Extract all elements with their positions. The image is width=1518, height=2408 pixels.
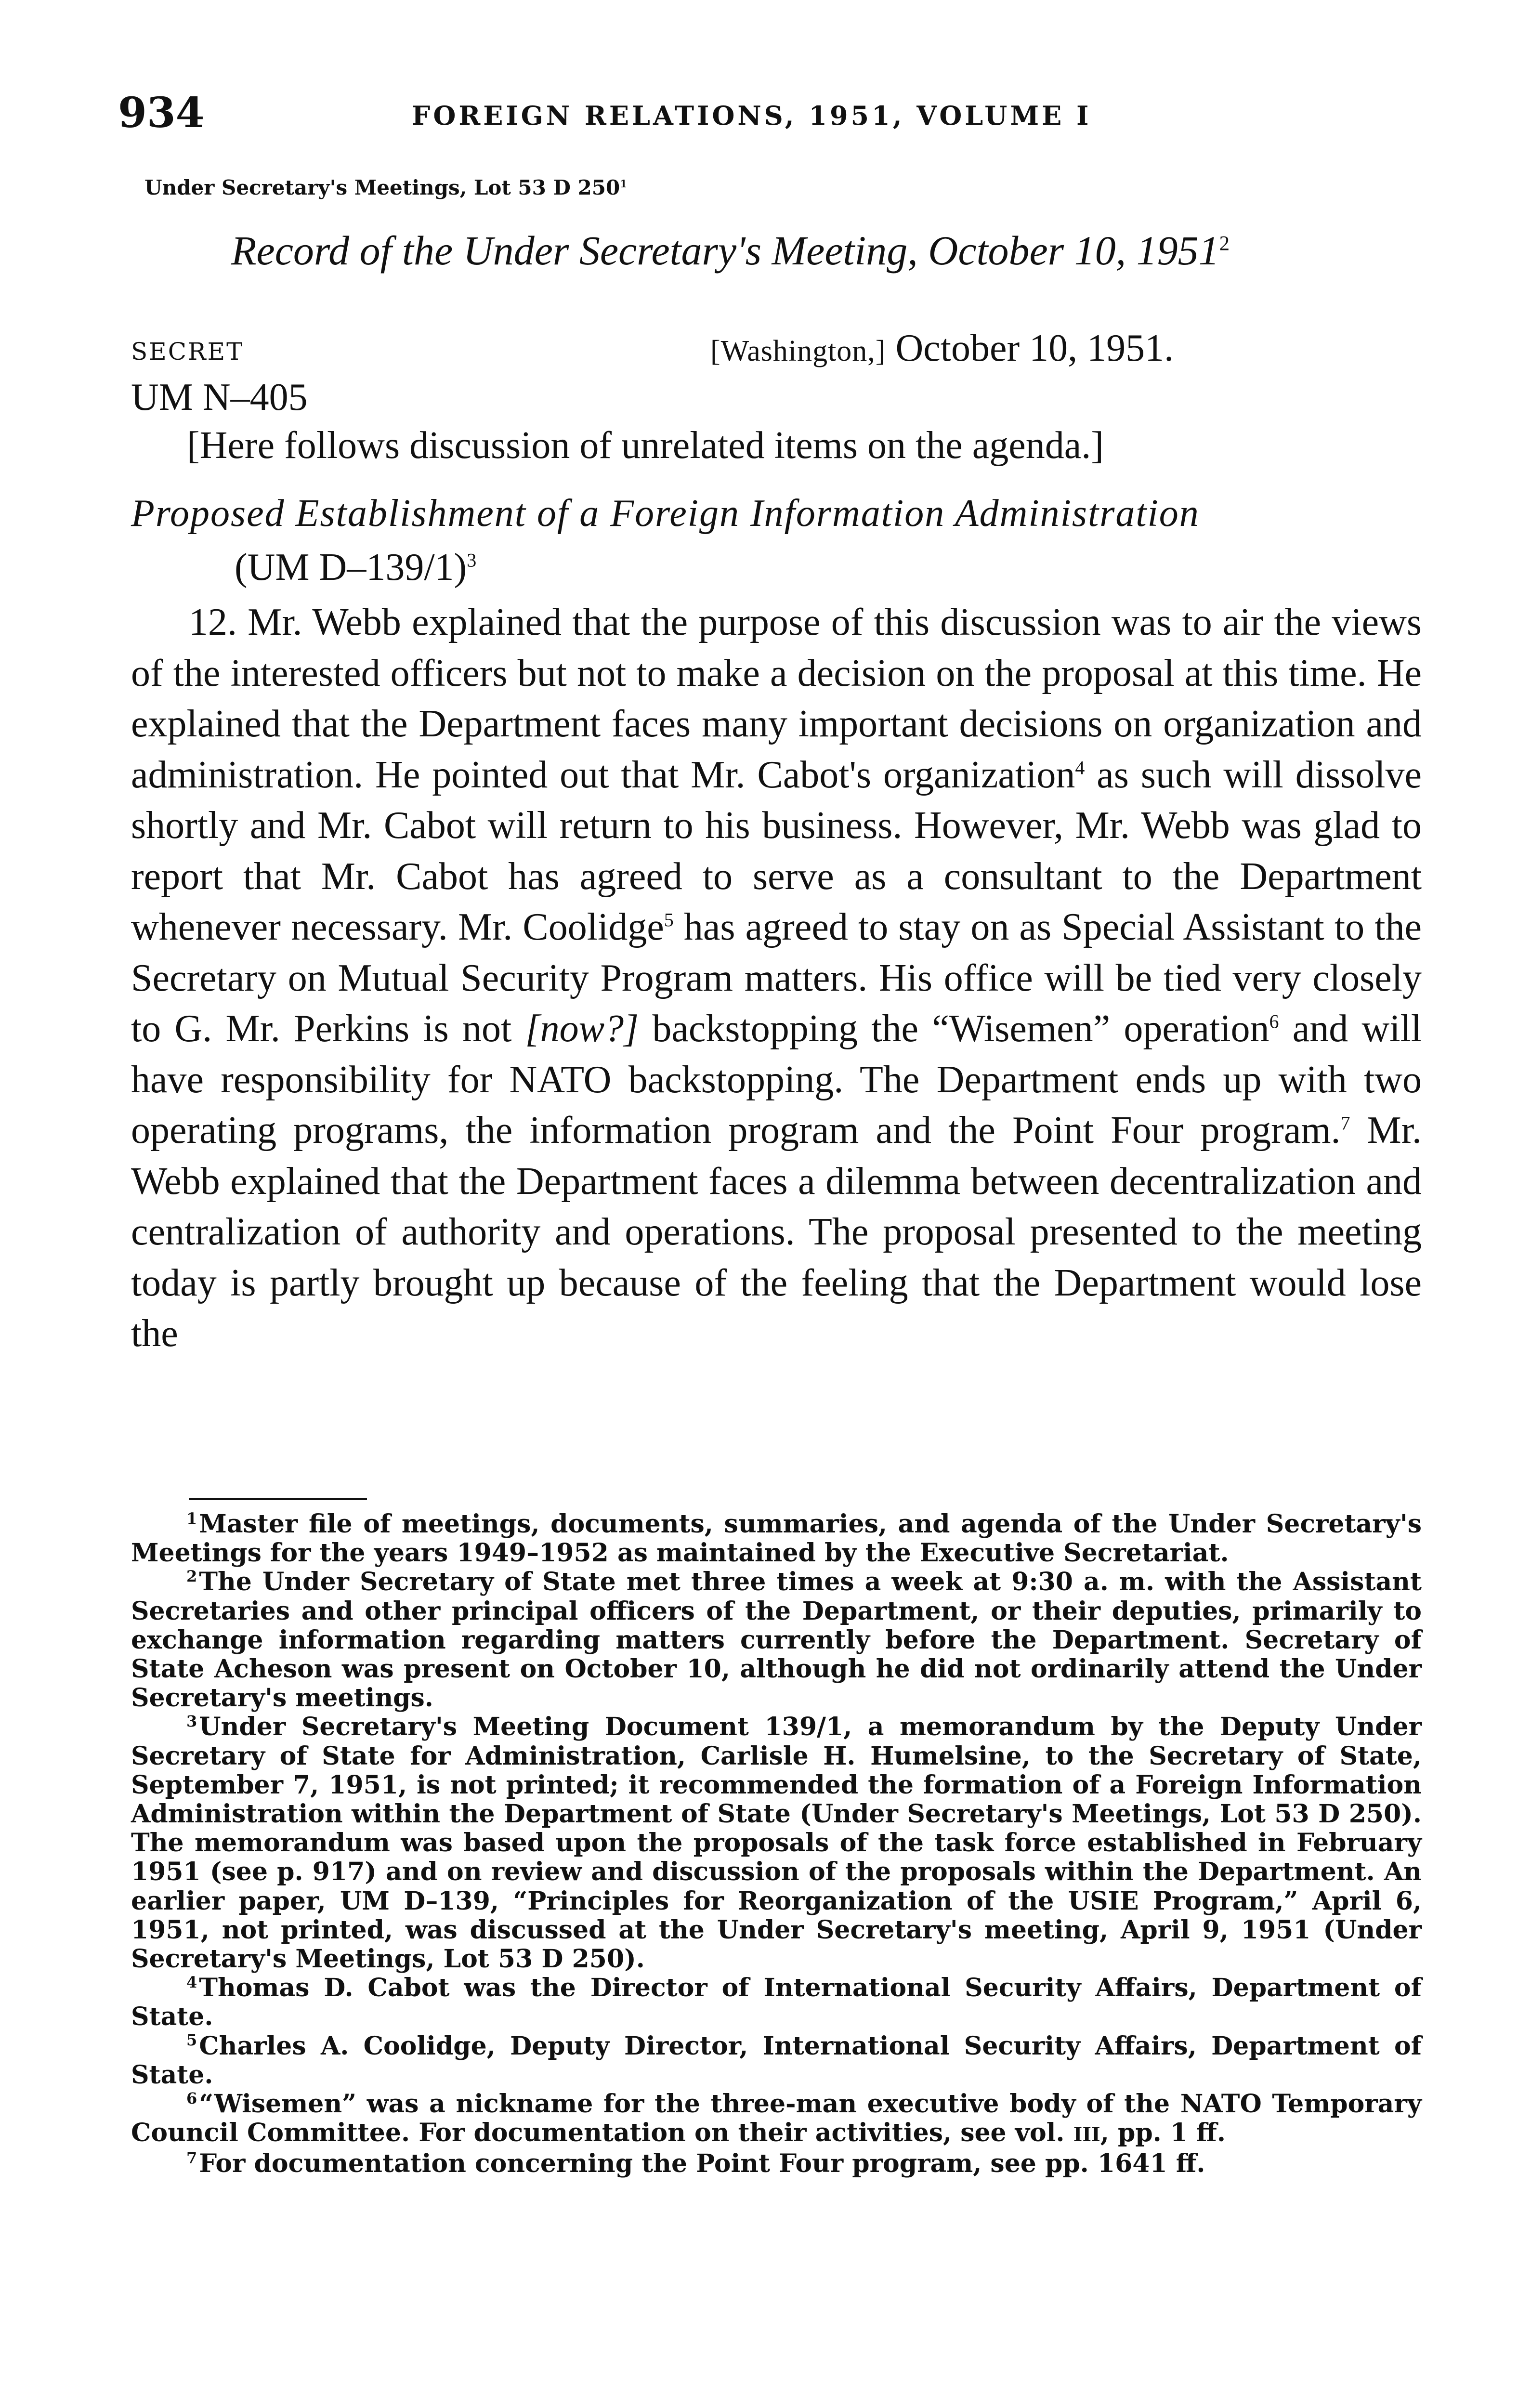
document-number: UM N–405 (131, 376, 308, 419)
footnote-7 (131, 2149, 1422, 2178)
footnote-mark: 7 (186, 2149, 197, 2168)
footnote-ref-2: 2 (1219, 232, 1230, 255)
footnote-ref-4: 4 (1075, 756, 1085, 778)
footnote-4 (131, 1974, 1422, 2031)
footnote-ref-3: 3 (467, 549, 477, 571)
footnote-3 (131, 1713, 1422, 1974)
document-title (231, 222, 1230, 279)
editorial-insertion: [now?] (525, 1008, 639, 1050)
footnote-1 (131, 1510, 1422, 1568)
footnote-text: For documentation concerning the Point Four program, see pp. 1641 ff. (199, 2149, 1205, 2179)
paragraph-part-2: as such will dissolve shortly and Mr. Cabot will return to his business. However, Mr. Webb was glad to report that Mr. Cabot has agreed to serve as a consultant to the Department whenever necessary. Mr. Coolidge (131, 753, 1422, 948)
paragraph-part-1: 12. Mr. Webb explained that the purpose of this discussion was to air the views of the interested officers but not to make a decision on the proposal at this time. He explained that the Department faces many important decisions on organization and administration. He pointed out that Mr. Cabot's organization (131, 601, 1422, 796)
footnote-text: Master file of meetings, documents, summaries, and agenda of the Under Secretary's Meetings for the years 1949–1952 as maintained by the Executive Secretariat. (131, 1509, 1422, 1568)
footnote-mark: 6 (186, 2089, 197, 2107)
footnote-6 (131, 2090, 1422, 2149)
footnote-text: Under Secretary's Meeting Document 139/1, a memorandum by the Deputy Under Secretary of State for Administration, Carlisle H. Humelsine, to the Secretary of State, September 7, 1951, is not printed; it recommended the formation of a Foreign Information Administration within the Department of State (Under Secretary's Meetings, Lot 53 D 250). The memorandum was based upon the proposals of the task force established in February 1951 (see p. 917) and on review and discussion of the proposals within the Department. An earlier paper, UM D–139, “Principles for Reorganization of the USIE Program,” April 6, 1951, not printed, was discussed at the Under Secretary's meeting, April 9, 1951 (Under Secretary's Meetings, Lot 53 D 250). (131, 1712, 1422, 1974)
footnote-5 (131, 2032, 1422, 2090)
footnote-mark: 3 (186, 1712, 197, 1731)
source-citation (144, 169, 627, 207)
classification-marking: SECRET (131, 338, 244, 366)
page-number: 934 (118, 89, 205, 137)
section-heading-title: Proposed Establishment of a Foreign Information Administration (131, 492, 1200, 535)
footnote-text: Charles A. Coolidge, Deputy Director, International Security Affairs, Department of State. (131, 2031, 1422, 2090)
body-paragraph (131, 597, 1422, 1360)
footnote-mark: 1 (186, 1509, 197, 1528)
section-heading (131, 486, 1422, 594)
footnote-divider (189, 1498, 367, 1500)
footnote-text: Thomas D. Cabot was the Director of International Security Affairs, Department of State. (131, 1973, 1422, 2032)
source-text: Under Secretary's Meetings, Lot 53 D 250 (144, 176, 620, 199)
paragraph-part-5: and will have responsibility for NATO backstopping. The Department ends up with two operating programs, the information program and the Point Four program. (131, 1008, 1422, 1152)
paragraph-part-3: has agreed to stay on as Special Assistant to the Secretary on Mutual Security Program matters. His office will be tied very closely to G. Mr. Perkins is not (131, 906, 1422, 1050)
footnotes (131, 1510, 1422, 2179)
footnote-ref-6: 6 (1269, 1010, 1279, 1033)
paragraph-part-6: Mr. Webb explained that the Department faces a dilemma between decentralization and centralization of authority and operations. The proposal presented to the meeting today is partly brought up because of the feeling that the Department would lose the (131, 1109, 1422, 1355)
footnote-mark: 2 (186, 1567, 197, 1586)
footnote-text: The Under Secretary of State met three times a week at 9:30 a. m. with the Assistant Secretaries and other principal officers of the Department, or their deputies, primarily to exchange information regarding matters currently before the Department. Secretary of State Acheson was present on October 10, although he did not ordinarily attend the Under Secretary's meetings. (131, 1567, 1422, 1713)
footnote-text: “Wisemen” was a nickname for the three-man executive body of the NATO Temporary Council Committee. For documentation on their activities, see vol. (131, 2089, 1422, 2148)
dateline-place: [Washington,] (710, 335, 886, 367)
footnote-mark: 4 (186, 1973, 197, 1991)
dateline (710, 322, 1174, 378)
dateline-date: October 10, 1951. (895, 327, 1174, 369)
footnote-text-end: , pp. 1 ff. (1100, 2118, 1226, 2148)
section-heading-doc (131, 540, 1422, 594)
editorial-note: [Here follows discussion of unrelated items on the agenda.] (187, 424, 1104, 467)
document-title-text: Record of the Under Secretary's Meeting, October 10, 1951 (231, 227, 1219, 274)
running-header (118, 87, 1418, 140)
running-title: FOREIGN RELATIONS, 1951, VOLUME I (412, 100, 1092, 131)
volume-number: III (1073, 2123, 1100, 2146)
footnote-ref-7: 7 (1340, 1112, 1350, 1134)
footnote-2 (131, 1568, 1422, 1713)
section-doc-number: (UM D–139/1) (235, 546, 467, 589)
footnote-mark: 5 (186, 2031, 197, 2050)
footnote-ref-1: 1 (620, 178, 627, 190)
paragraph-part-4: backstopping the “Wisemen” operation (639, 1008, 1269, 1050)
footnote-ref-5: 5 (664, 909, 674, 931)
